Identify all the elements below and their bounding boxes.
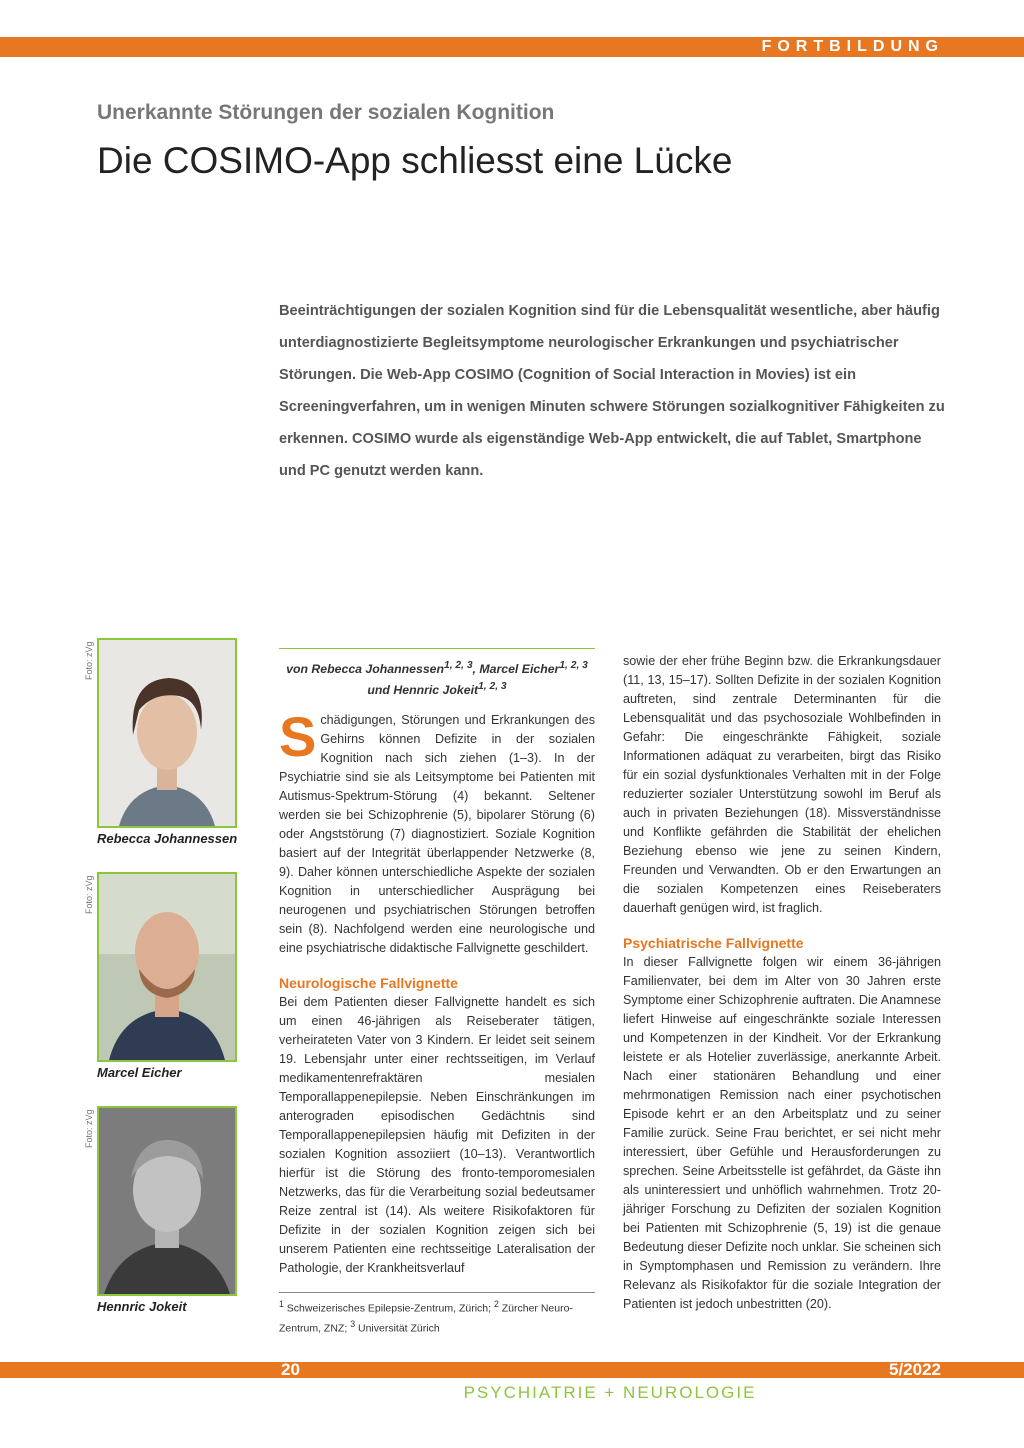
caption-johannessen: Rebecca Johannessen — [97, 831, 238, 846]
neuro-paragraph-continued: sowie der eher frühe Beginn bzw. die Erkrankungsdauer (11, 13, 15–17). Sollten Defizite in der sozialen Kognition auftreten, sind zentrale Determinanten für die Lebensqualität und das psychosoziale Wohlbefinden in Gefahr: Die eingeschränkte Fähigkeit, soziale Informationen adäquat zu verarbeiten, birgt das Risiko für ein sozial dysfunktionales Verhalten mit in der Folge reduzierter sozialer Unterstützung sowohl im Beruf als auch in privaten Beziehungen (18). Missverständnisse und Konflikte gefährden die Stabilität der ehelichen Beziehung ebenso wie jene zu seinen Kindern, Freunden und Verwandten. Ob er den Erwartungen an die sozialen Kompetenzen eines Reiseberaters dauerhaft genügen wird, ist fraglich. — [623, 654, 941, 915]
article-lead: Beeinträchtigungen der sozialen Kognition sind für die Lebensqualität wesentliche, aber häufig unterdiagnostizierte Begleitsymptome neurologischer Erkrankungen und psychiatrischer Störungen. Die Web-App COSIMO (Cognition of Social Interaction in Movies) ist ein Screeningverfahren, um in wenigen Minuten schwere Störungen sozialkognitiver Fähigkeiten zu erkennen. COSIMO wurde als eigenständige Web-App entwickelt, die auf Tablet, Smartphone und PC genutzt werden kann. — [279, 303, 945, 479]
affiliations-footnote: $^1$ Schweizerisches Epilepsie-Zentrum, Zürich; $^2$ Zürcher Neuro-Zentrum, ZNZ; $^3$ Universität Zürich — [279, 1292, 595, 1336]
issue-number: 5/2022 — [889, 1360, 941, 1379]
journal-name: PSYCHIATRIE + NEUROLOGIE — [463, 1383, 757, 1402]
subheading-neurologische: Neurologische Fallvignette — [279, 975, 458, 992]
psych-paragraph: In dieser Fallvignette folgen wir einem 36-jährigen Familienvater, bei dem im Alter von 30 Jahren erste Symptome einer Schizophrenie auftraten. Die Anamnese liefert Hinweise auf eingeschränkte soziale Interessen und Kompetenzen in der Kindheit. Vor der Erkrankung leistete er als Hotelier zuverlässige, anerkannte Arbeit. Nach einer stationären Behandlung und einer mehrmonatigen Remission nach einer psychotischen Episode kehrt er an den Arbeitsplatz und zu seiner Familie zurück. Seine Frau berichtet, er sei nicht mehr interessiert, über Gefühle und Herausforderungen zu sprechen. Seine Arbeitsstelle ist gefährdet, da Gäste ihn als uninteressiert und unhöflich wahrnehmen. Trotz 20-jähriger Forschung zu Defiziten der sozialen Kognition bei Patienten mit Schizophrenie (5, 19) ist die genaue Bedeutung dieser Defizite noch unklar. Sie scheinen sich in Symptomphasen und Remission zu verändern. Ihre Relevanz als Risikofaktor für die soziale Integration der Patienten ist jedoch unbestritten (20). — [623, 955, 941, 1311]
intro-paragraph: Schädigungen, Störungen und Erkrankungen des Gehirns können Defizite in der sozialen Kognition nach sich ziehen (1–3). In der Psychiatrie sind sie als Leitsymptome bei Patienten mit Autismus-Spektrum-Störung (4) bekannt. Seltener werden sie bei Schizophrenie (5), bipolarer Störung (6) oder Angststörung (7) diagnostiziert. Soziale Kognition basiert auf der Integrität überlappender Netzwerke (8, 9). Daher können unterschiedliche Aspekte der sozialen Kognition in unterschiedlicher Ausprägung bei neurogenen und psychiatrischen Störungen betroffen sein (8). Nachfolgend werden eine neurologische und eine psychiatrische didaktische Fallvignette geschildert. — [279, 705, 595, 956]
photo-credit: Foto: zVg — [84, 1109, 94, 1148]
page-number: 20 — [281, 1360, 300, 1379]
author-name: Rebecca Johannessen — [311, 662, 445, 677]
author-photo-eicher — [97, 872, 237, 1062]
article-kicker: Unerkannte Störungen der sozialen Kognition — [97, 101, 555, 124]
photo-credit: Foto: zVg — [84, 875, 94, 914]
bottom-accent-bar — [0, 1362, 1024, 1378]
author-name: Hennric Jokeit — [393, 683, 479, 698]
byline: von Rebecca Johannessen$^{1, 2, 3}$, Marcel Eicher$^{1, 2, 3}$ und Hennric Jokeit$^{1, 2, 3}$ — [279, 648, 595, 699]
section-label: FORTBILDUNG — [761, 38, 944, 55]
caption-jokeit: Hennric Jokeit — [97, 1299, 187, 1314]
author-photo-johannessen — [97, 638, 237, 828]
body-column-1 — [279, 648, 595, 1336]
caption-eicher: Marcel Eicher — [97, 1065, 182, 1080]
author-name: Marcel Eicher — [479, 662, 560, 677]
article-title: Die COSIMO-App schliesst eine Lücke — [97, 140, 733, 181]
dropcap: S — [279, 705, 317, 769]
subheading-psychiatrische: Psychiatrische Fallvignette — [623, 935, 804, 951]
neuro-paragraph: Bei dem Patienten dieser Fallvignette handelt es sich um einen 46-jährigen als Reiseberater tätigen, verheirateten Vater von 3 Kindern. Er leidet seit seinem 19. Lebensjahr unter einer rechtsseitigen, im Verlauf medikamentenrefraktären mesialen Temporallappenepilepsie. Neben Einschränkungen im anterograden episodischen Gedächtnis sind Temporallappenepilepsien häufig mit Defiziten in der sozialen Kognition assoziiert (10–13). Verantwortlich hierfür ist die Störung des fronto-temporomesialen Netzwerks, das für die Verarbeitung sozial bedeutsamer Reize zentral ist (14). Als weitere Risikofaktoren für Defizite in der sozialen Kognition zeigen sich bei unserem Patienten eine rechtsseitige Lateralisation der Pathologie, der Krankheitsverlauf — [279, 995, 595, 1276]
author-photo-jokeit — [97, 1106, 237, 1296]
body-column-2 — [623, 652, 941, 1314]
photo-credit: Foto: zVg — [84, 641, 94, 680]
